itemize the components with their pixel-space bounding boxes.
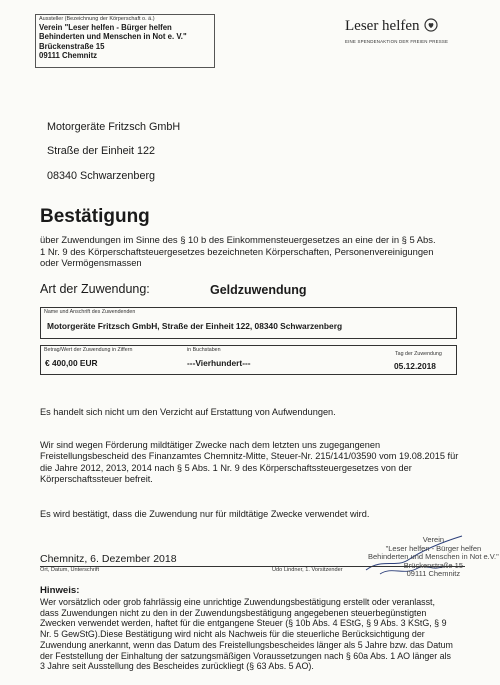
place-date: Chemnitz, 6. Dezember 2018	[40, 553, 177, 565]
donor-caption: Name und Anschrift des Zuwendenden	[44, 309, 136, 315]
sender-box	[35, 14, 215, 68]
stamp-line-2: "Leser helfen - Bürger helfen	[385, 543, 482, 553]
hint-line-3: Zwecken verwendet werden, haftet für die entgangene Steuer (§ 10b Abs. 4 EStG, § 9 Abs. 3 KStG, § 9	[40, 618, 447, 629]
tax-exemption-line-2: Freistellungsbescheid des Finanzamtes Chemnitz-Mitte, Steuer-Nr. 215/141/03590 vom 19.08.2015 für	[40, 451, 459, 462]
purpose-confirmation-text: Es wird bestätigt, dass die Zuwendung nur für mildtätige Zwecke verwendet wird.	[40, 509, 370, 519]
sender-line-1: Verein "Leser helfen - Bürger helfen	[39, 23, 172, 32]
logo-subtitle: EINE SPENDENAKTION DER FREIEN PRESSE	[345, 39, 449, 44]
amount-words-value: ---Vierhundert---	[187, 358, 251, 368]
stamp-line-5: 09111 Chemnitz	[406, 569, 461, 579]
subtitle-line-2: 1 Nr. 9 des Körperschaftsteuergesetzes bezeichneten Körperschaften, Personenvereinigungen	[40, 245, 434, 257]
donation-date-value: 05.12.2018	[394, 361, 436, 371]
subtitle-line-1: über Zuwendungen im Sinne des § 10 b des Einkommensteuergesetzes an eine der in § 5 Abs.	[40, 234, 436, 245]
recipient-city: 08340 Schwarzenberg	[47, 170, 156, 182]
hint-line-4: Nr. 5 GewStG).Diese Bestätigung wird nicht als Nachweis für die steuerliche Berücksichtigung der	[40, 629, 425, 640]
tax-exemption-line-3: die Jahre 2012, 2013, 2014 nach § 5 Abs. 1 Nr. 9 des Körperschaftssteuergesetzes von der	[40, 462, 412, 473]
document-title: Bestätigung	[40, 206, 150, 227]
logo-title: Leser helfen	[345, 18, 420, 34]
donation-date-caption: Tag der Zuwendung	[395, 351, 442, 357]
recipient-name: Motorgeräte Fritzsch GmbH	[47, 121, 181, 133]
amount-words-caption: in Buchstaben	[187, 347, 221, 353]
tax-exemption-line-4: Körperschaftssteuer befreit.	[40, 473, 153, 484]
sender-line-2: Behinderten und Menschen in Not e. V."	[39, 32, 187, 42]
refund-waiver-text: Es handelt sich nicht um den Verzicht auf Erstattung von Aufwendungen.	[40, 407, 336, 417]
logo-heart-icon	[423, 17, 439, 33]
stamp-line-3: Behinderten und Menschen in Not e.V."	[368, 552, 499, 562]
donor-value: Motorgeräte Fritzsch GmbH, Straße der Einheit 122, 08340 Schwarzenberg	[47, 321, 343, 331]
stamp-line-1: Verein	[422, 535, 445, 544]
hint-line-1: Wer vorsätzlich oder grob fahrlässig eine unrichtige Zuwendungsbestätigung erstellt oder veranlasst,	[40, 597, 435, 607]
stamp-line-4: Brückenstraße 15	[403, 560, 463, 570]
recipient-street: Straße der Einheit 122	[47, 145, 156, 157]
amount-value: € 400,00 EUR	[45, 358, 98, 368]
donation-type-label: Art der Zuwendung:	[40, 282, 150, 296]
amount-box	[40, 345, 457, 375]
place-date-caption: Ort, Datum, Unterschrift	[40, 567, 100, 573]
hint-text	[40, 597, 472, 672]
signature-line	[40, 566, 465, 567]
sender-caption: Aussteller (Bezeichnung der Körperschaft o. ä.)	[39, 16, 155, 22]
amount-caption: Betrag/Wert der Zuwendung in Ziffern	[44, 347, 133, 353]
document-subtitle	[40, 234, 460, 269]
donation-type-value: Geldzuwendung	[210, 283, 307, 297]
tax-exemption-text	[40, 440, 470, 485]
sender-line-3: Brückenstraße 15	[39, 41, 105, 51]
tax-exemption-line-1: Wir sind wegen Förderung mildtätiger Zwecke nach dem letzten uns zugegangenen	[40, 440, 381, 450]
hint-line-7: 3 Jahre seit Ausstellung des Bescheides zurückliegt (§ 63 Abs. 5 AO).	[40, 661, 314, 672]
hint-heading: Hinweis:	[40, 585, 80, 596]
subtitle-line-3: oder Vermögensmassen	[40, 257, 142, 269]
hint-line-2: dass Zuwendungen nicht zu den in der Zuwendungsbestätigung angegebenen steuerbegünstigten	[40, 607, 427, 618]
organization-stamp	[368, 536, 499, 579]
signer-caption: Udo Lindner, 1. Vorsitzender	[272, 567, 343, 573]
sender-line-4: 09111 Chemnitz	[39, 51, 98, 61]
donor-box	[40, 307, 457, 339]
hint-line-5: Zuwendung anerkannt, wenn das Datum des Freistellungsbescheides länger als 5 Jahre bzw. das Datum	[40, 639, 453, 650]
hint-line-6: der Feststellung der Einhaltung der satzungsmäßigen Voraussetzungen nach § 60a Abs. 1 AO länger als	[40, 650, 451, 661]
